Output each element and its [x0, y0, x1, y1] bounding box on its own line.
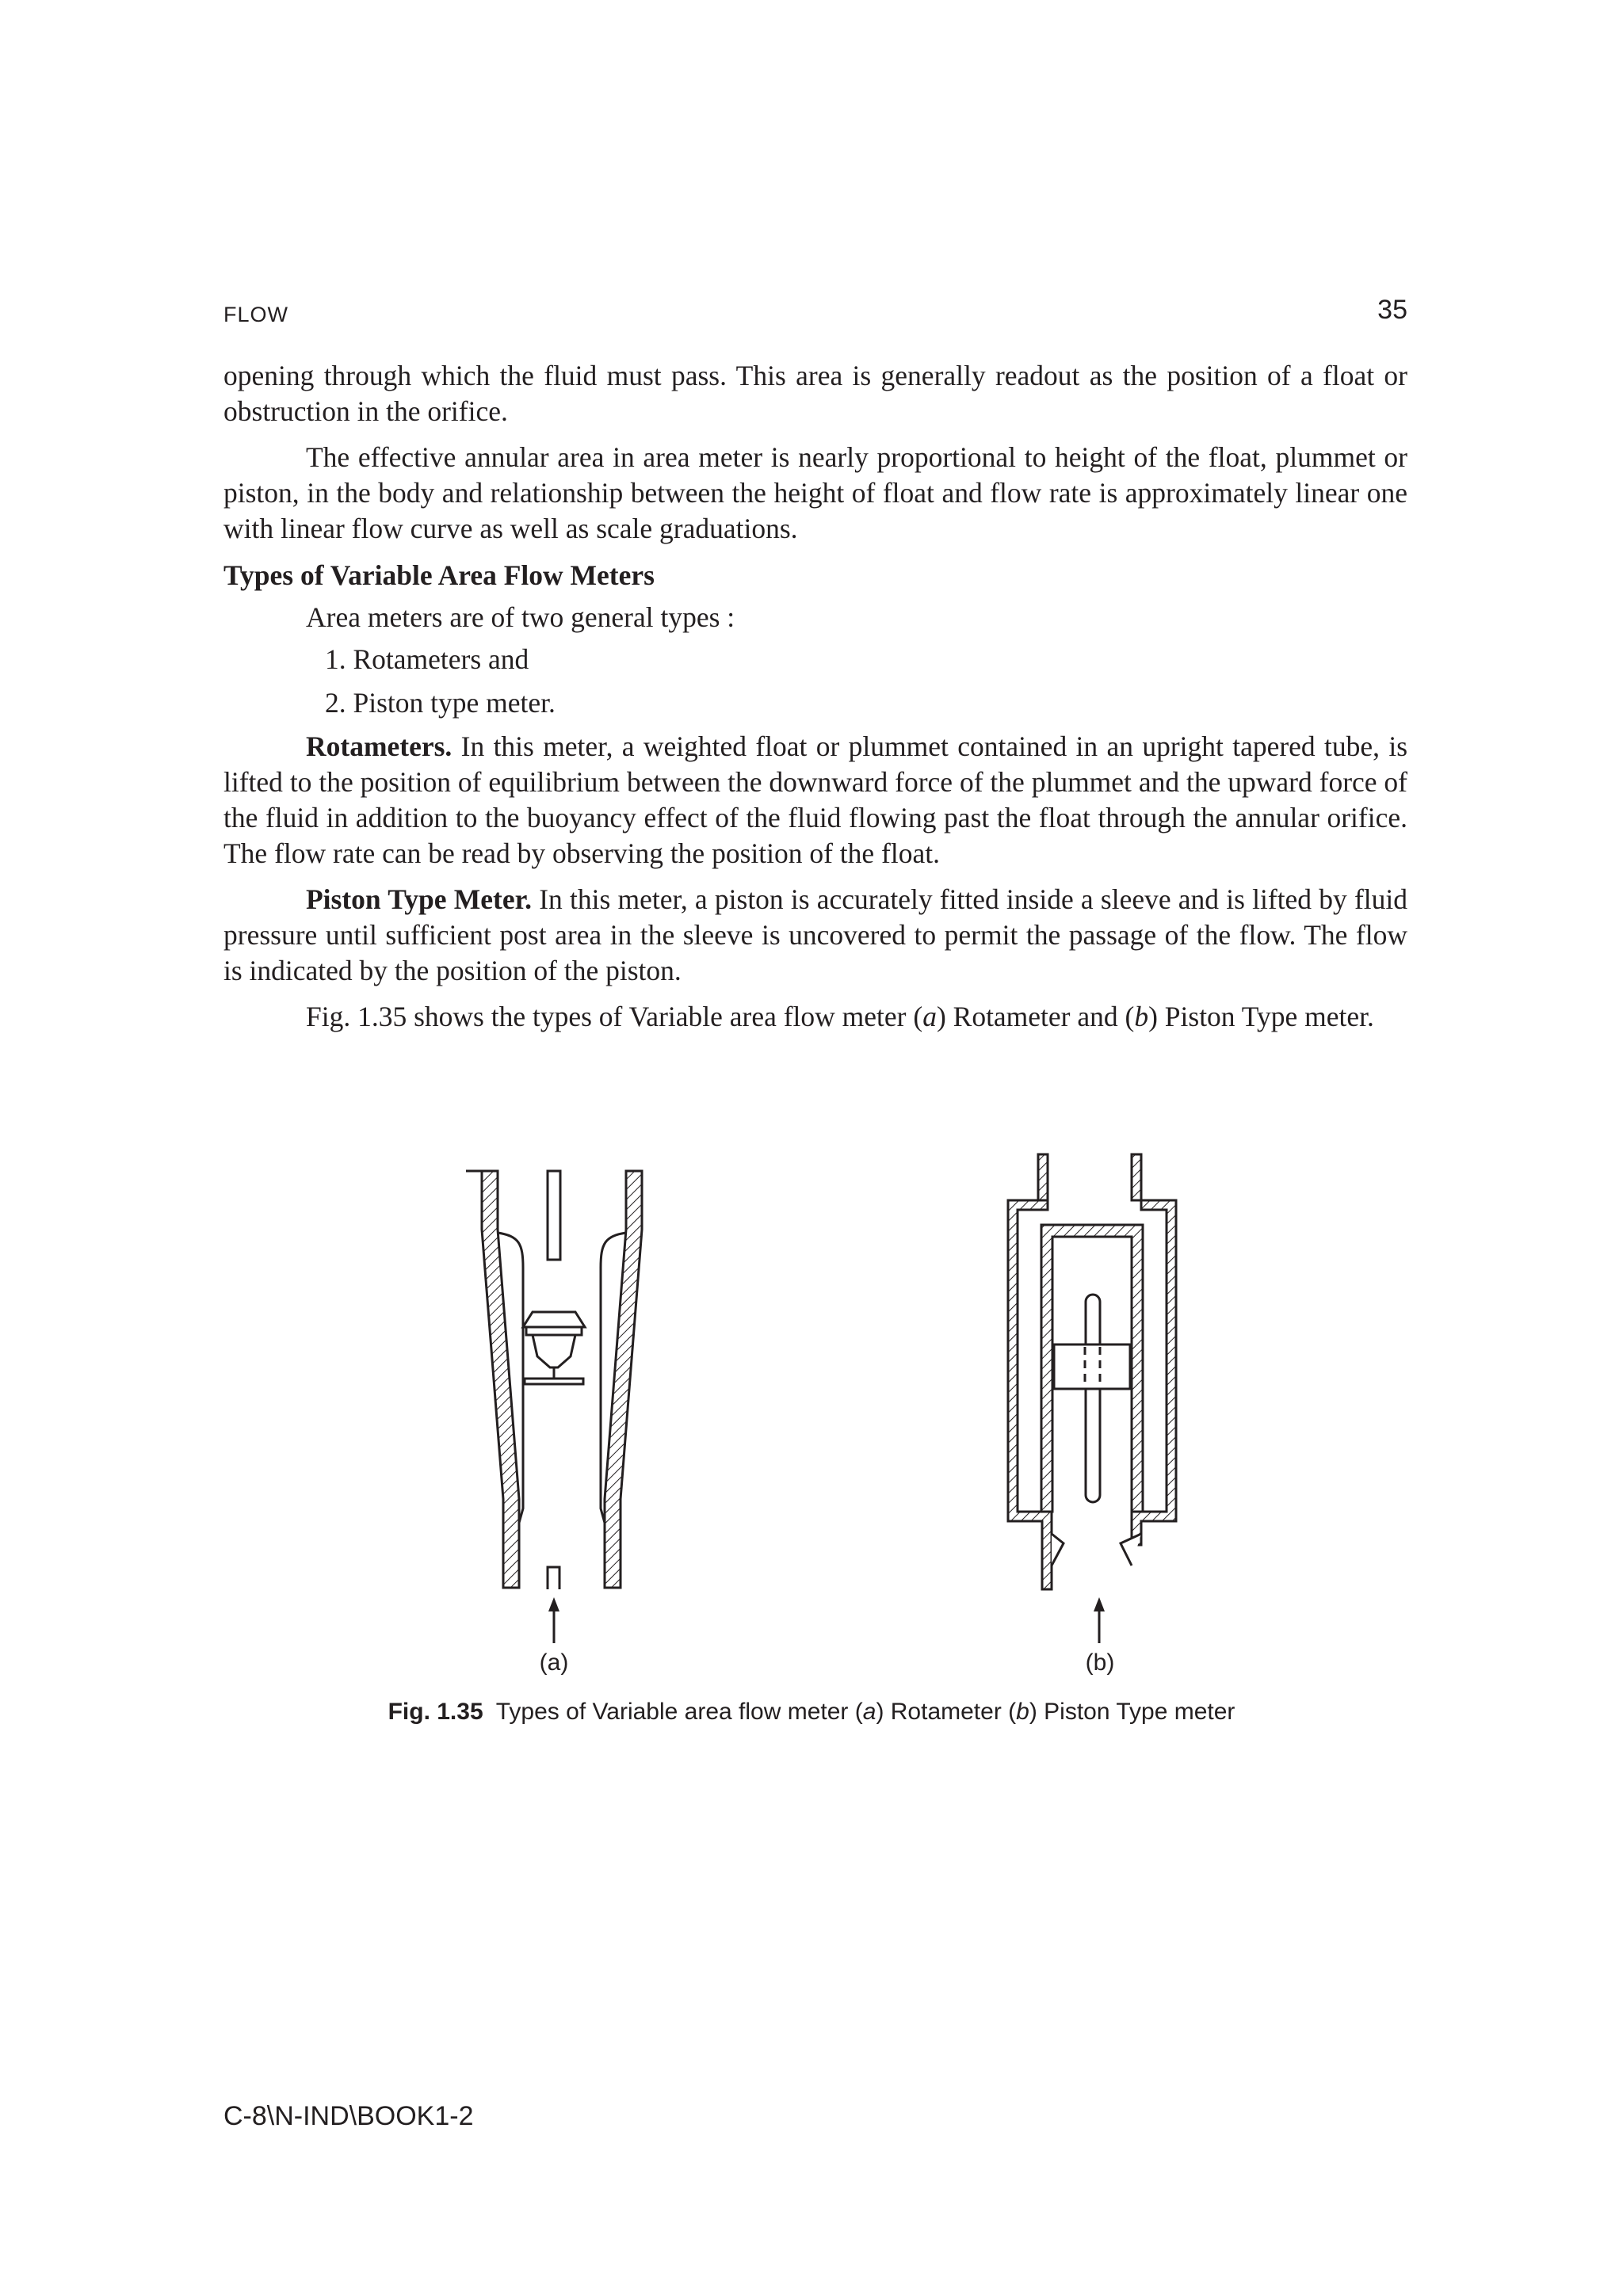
caption-part: ) Rotameter ( [876, 1699, 1017, 1725]
page-number: 35 [1377, 295, 1407, 325]
fig-ref-a: a [922, 1001, 937, 1032]
paragraph-annular-area: The effective annular area in area meter is nearly proportional to height of the float, plummet or piston, in the body and relationship between the height of float and flow rate is approximately linear one with linear flow curve as well as scale graduations. [223, 441, 1407, 544]
piston-meter-diagram [1008, 1154, 1176, 1643]
types-lead: Area meters are of two general types : [306, 601, 735, 633]
page-footer: C-8\N-IND\BOOK1-2 [223, 2101, 474, 2131]
figure-caption [0, 1699, 1623, 1726]
piston-seat-left [1052, 1534, 1064, 1566]
fig-ref-b: b [1134, 1001, 1149, 1032]
caption-a: a [862, 1699, 876, 1725]
figure-number: Fig. 1.35 [388, 1699, 483, 1725]
running-head: FLOW [223, 303, 288, 326]
piston-term: Piston Type Meter. [306, 883, 532, 915]
figure-label-a: (a) [539, 1650, 569, 1676]
caption-b: b [1016, 1699, 1029, 1725]
fig-ref-part: ) Rotameter and ( [936, 1001, 1135, 1032]
section-heading: Types of Variable Area Flow Meters [223, 559, 655, 591]
list-item: 1. Rotameters and [325, 643, 529, 675]
piston-body [1054, 1344, 1130, 1389]
rotameter-diagram [466, 1171, 642, 1643]
caption-part: ) Piston Type meter [1029, 1699, 1235, 1725]
rotameter-left-wall [466, 1171, 519, 1588]
rotameter-float [523, 1312, 585, 1384]
figure-label-b: (b) [1085, 1650, 1115, 1676]
piston-slot [1086, 1295, 1100, 1502]
rotameters-term: Rotameters. [306, 730, 453, 762]
caption-part: Types of Variable area flow meter ( [495, 1699, 863, 1725]
piston-text: In this meter, a piston is accurately fitted inside a sleeve and is lifted by fluid pressure until sufficient post area in the sleeve is uncovered to permit the passage of the flow. The flow is indicated by the position of the piston. [223, 883, 1408, 986]
rotameter-bottom-guide-stub [548, 1567, 559, 1589]
list-item: 2. Piston type meter. [325, 687, 556, 719]
fig-ref-part: ) Piston Type meter. [1148, 1001, 1374, 1032]
flow-arrow-a-head [548, 1597, 559, 1611]
flow-arrow-b-head [1094, 1597, 1105, 1611]
piston-seat-right [1121, 1534, 1141, 1566]
rotameter-top-guide-rod [548, 1171, 560, 1260]
rotameters-text: In this meter, a weighted float or plummet contained in an upright tapered tube, is lifted to the position of equilibrium between the downward force of the plummet and the upward force of the fluid in addition to the buoyancy effect of the fluid flowing past the float through the annular orifice. The flow rate can be read by observing the position of the float. [223, 730, 1408, 869]
paragraph-continuation: opening through which the fluid must pass. This area is generally readout as the position of a float or obstruction in the orifice. [223, 360, 1407, 427]
fig-ref-part: Fig. 1.35 shows the types of Variable area flow meter ( [306, 1001, 923, 1032]
